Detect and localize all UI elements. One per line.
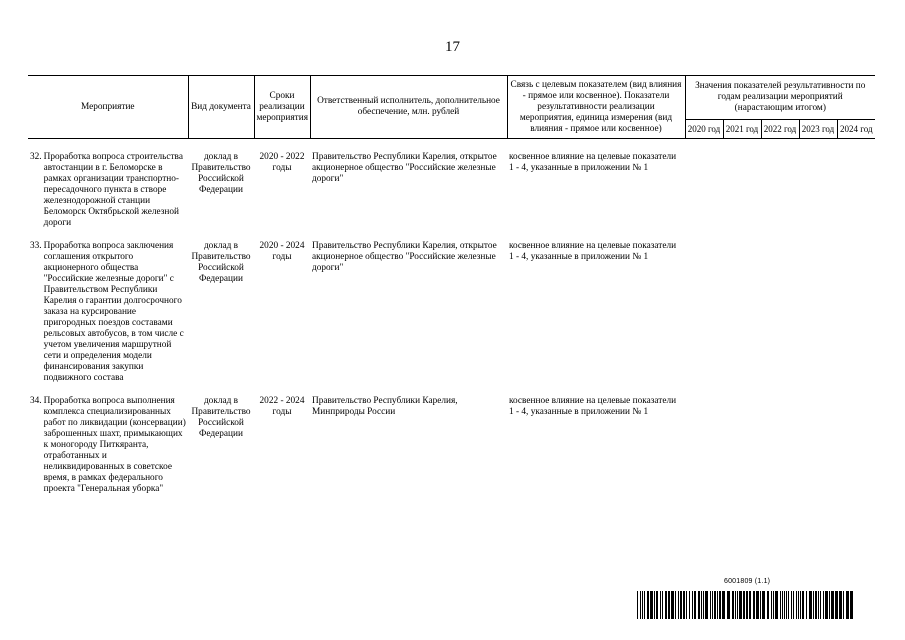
responsible-cell: Правительство Республики Карелия, открытое акционерное общество "Российские железные дороги": [312, 241, 497, 273]
responsible-cell: Правительство Республики Карелия, Минприроды России: [312, 396, 458, 417]
header-deadline: Сроки реализации мероприятия: [254, 76, 310, 139]
doc-type-cell: доклад в Правительство Российской Федерации: [191, 396, 251, 439]
year-value-cell: [761, 241, 799, 396]
header-indicators-group: Значения показателей результативности по годам реализации мероприятий (нарастающим итогом): [685, 76, 875, 120]
header-year: 2024 год: [837, 120, 875, 139]
measure-cell: [28, 396, 188, 507]
row-number: 32.: [30, 152, 42, 162]
year-value-cell: [799, 396, 837, 507]
year-value-cell: [761, 396, 799, 507]
year-value-cell: [685, 241, 723, 396]
year-value-cell: [837, 396, 875, 507]
year-value-cell: [685, 152, 723, 241]
year-value-cell: [837, 152, 875, 241]
header-year: 2023 год: [799, 120, 837, 139]
header-responsible: Ответственный исполнитель, дополнительное обеспечение, млн. рублей: [310, 76, 507, 139]
header-year: 2022 год: [761, 120, 799, 139]
year-value-cell: [761, 152, 799, 241]
page-number: 17: [445, 39, 460, 55]
deadline-cell: 2022 - 2024 годы: [259, 396, 305, 417]
measure-cell: [28, 152, 188, 241]
header-year: 2021 год: [723, 120, 761, 139]
year-value-cell: [685, 396, 723, 507]
header-year: 2020 год: [685, 120, 723, 139]
link-cell: косвенное влияние на целевые показатели 1 - 4, указанные в приложении № 1: [509, 152, 677, 173]
barcode-code: 6001809 (1.1): [724, 578, 771, 585]
table-row: [28, 396, 875, 507]
year-value-cell: [799, 241, 837, 396]
header-measure: Мероприятие: [28, 76, 188, 139]
link-cell: косвенное влияние на целевые показатели 1 - 4, указанные в приложении № 1: [509, 396, 677, 417]
doc-type-cell: доклад в Правительство Российской Федерации: [191, 152, 251, 195]
responsible-cell: Правительство Республики Карелия, открытое акционерное общество "Российские железные дороги": [312, 152, 497, 184]
measure-text: Проработка вопроса строительства автостанции в г. Беломорске в рамках организации транспортно-пересадочного пункта в створе железнодорожной станции Беломорск Октябрьской железной дороги: [43, 152, 183, 228]
doc-type-cell: доклад в Правительство Российской Федерации: [191, 241, 251, 284]
barcode-image: [637, 591, 857, 619]
year-value-cell: [837, 241, 875, 396]
link-cell: косвенное влияние на целевые показатели 1 - 4, указанные в приложении № 1: [509, 241, 677, 262]
year-value-cell: [723, 396, 761, 507]
table-row: [28, 241, 875, 396]
table-row: [28, 152, 875, 241]
year-value-cell: [799, 152, 837, 241]
header-doc-type: Вид документа: [188, 76, 254, 139]
deadline-cell: 2020 - 2022 годы: [259, 152, 305, 173]
row-number: 33.: [30, 241, 42, 251]
deadline-cell: 2020 - 2024 годы: [259, 241, 305, 262]
header-link: Связь с целевым показателем (вид влияния - прямое или косвенное). Показатели результативности реализации мероприятия, единица измерения (вид влияния - прямое или косвенное): [507, 76, 685, 139]
measure-text: Проработка вопроса заключения соглашения открытого акционерного общества "Российские железные дороги" с Правительством Республики Карелия о гарантии долгосрочного заказа на курсирование пригородных поездов составами рельсовых автобусов, в том числе с учетом увеличения маршрутной сети и определения модели финансирования закупки подвижного состава: [43, 241, 184, 383]
year-value-cell: [723, 152, 761, 241]
measures-table: [28, 75, 875, 507]
measure-text: Проработка вопроса выполнения комплекса специализированных работ по ликвидации (консервации) заброшенных шахт, примыкающих к моногороду Питкяранта, отработанных и неликвидированных в советское время, в рамках федерального проекта "Генеральная уборка": [43, 396, 186, 494]
year-value-cell: [723, 241, 761, 396]
measure-cell: [28, 241, 188, 396]
row-number: 34.: [30, 396, 42, 406]
